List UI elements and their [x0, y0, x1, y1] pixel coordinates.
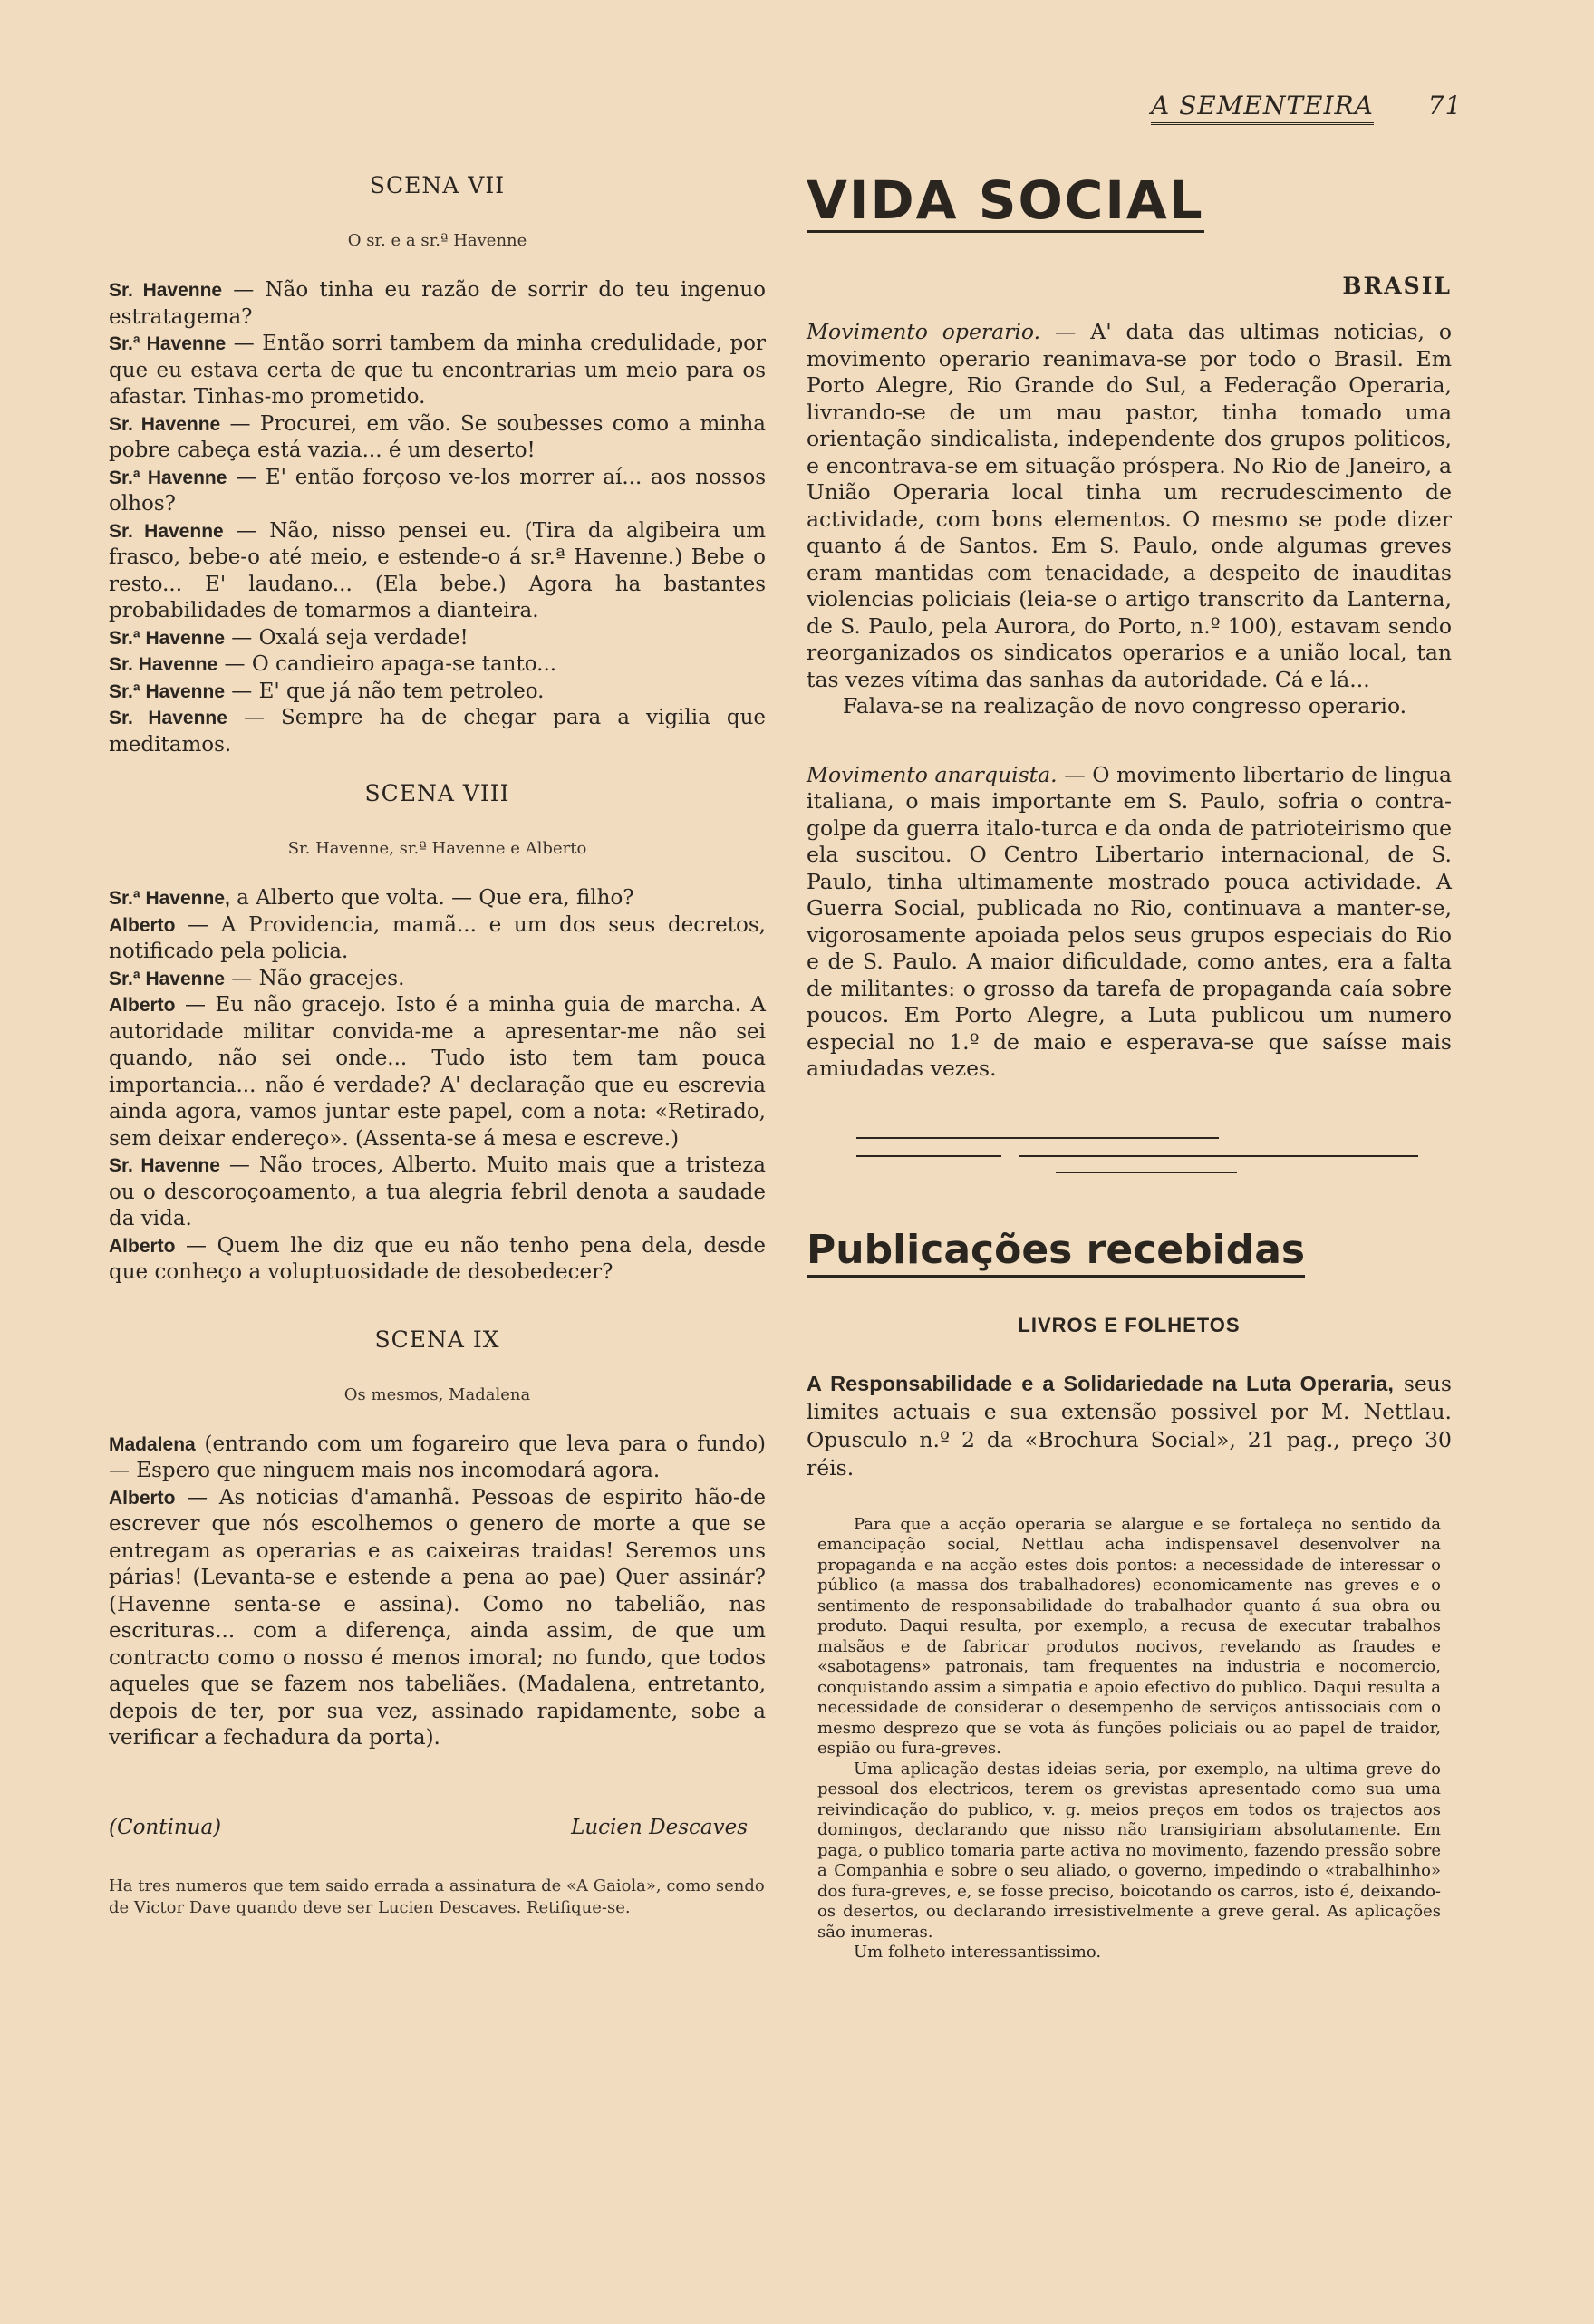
magazine-name: A SEMENTEIRA: [1151, 91, 1374, 125]
dialogue-line: Alberto — As noticias d'amanhã. Pessoas de espirito hão-de escrever que nós escolhemos o genero de morte a que se entregam as operarias e as caixeiras traidas! Seremos uns párias! (Levanta-se e estende a pena ao pae) Quer assinár? (Havenne senta-se e assina). Como no tabelião, nas escrituras... com a diferença, ainda assim, de que um contracto como o nosso é menos imoral; no fundo, que todos aqueles que se fazem nos tabeliães. (Madalena, entretanto, depois de ter, por sua vez, assinado rapidamente, sobe a verificar a fechadura da porta).: [109, 1485, 766, 1750]
dialogue-line: Sr.ª Havenne — E' então forçoso ve-los morrer aí... aos nossos olhos?: [109, 465, 766, 516]
book-review: Um folheto interessantissimo.: [854, 1943, 1102, 1962]
book-entry: A Responsabilidade e a Solidariedade na Luta Operaria, seus limites actuais e sua extensão possivel por M. Nettlau. Opusculo n.º 2 da «Brochura Social», 21 pag., preço 30 réis.: [807, 1370, 1452, 1480]
dialogue-line: Sr.ª Havenne — Não gracejes.: [109, 966, 405, 990]
right-column: [807, 169, 1453, 1963]
scene-9-title: SCENA IX: [374, 1326, 500, 1353]
dialogue-line: Alberto — Eu não gracejo. Isto é a minha guia de marcha. A autoridade militar convida-me a apresentar-me não sei quando, não sei onde... Tudo isto tem tam pouca importancia... não é verdade? A' declaração que eu escrevia ainda agora, vamos juntar este papel, com a nota: «Retirado, sem deixar endereço». (Assenta-se á mesa e escreve.): [109, 993, 766, 1151]
left-column: [109, 172, 766, 1935]
book-review: Uma aplicação destas ideias seria, por exemplo, na ultima greve do pessoal dos electricos, terem os grevistas apresentado como sua uma reivindicação do publico, v. g. meios preços em todos os trajectos aos domingos, declarando que nisso não transigiriam absolutamente. Em paga, o publico tomaria parte activa no movimento, fazendo pressão sobre a Companhia e sobre o seu aliado, o governo, impedindo o «trabalhinho» dos fura-greves, e, se fosse preciso, boicotando os carros, isto é, deixando-os desertos, ou declarando irresistivelmente a greve geral. As aplicações são inumeras.: [817, 1759, 1441, 1942]
scene-7-title: SCENA VII: [369, 172, 506, 198]
correction-note: Ha tres numeros que tem saido errada a assinatura de «A Gaiola», como sendo de Victor Dave quando deve ser Lucien Descaves. Retifique-se.: [109, 1876, 765, 1917]
dialogue-line: Alberto — Quem lhe diz que eu não tenho pena dela, desde que conheço a voluptuosidade de desobedecer?: [109, 1233, 766, 1284]
dialogue-line: Sr.ª Havenne, a Alberto que volta. — Que era, filho?: [109, 886, 634, 910]
dialogue-line: Alberto — A Providencia, mamã... e um dos seus decretos, notificado pela policia.: [109, 912, 766, 963]
dialogue-line: Sr.ª Havenne — Oxalá seja verdade!: [109, 625, 469, 650]
signature-block: [109, 1789, 766, 1839]
scene-9-dialogue: [109, 1432, 766, 1752]
dialogue-line: Madalena (entrando com um fogareiro que leva para o fundo) — Espero que ninguem mais nos incomodará agora.: [109, 1432, 766, 1482]
page-number: 71: [1427, 91, 1463, 121]
section-divider: [807, 1137, 1452, 1173]
running-header: [1151, 91, 1462, 121]
scene-9-cast: Os mesmos, Madalena: [343, 1384, 531, 1404]
dialogue-line: Sr. Havenne — Sempre ha de chegar para a vigilia que meditamos.: [109, 706, 766, 757]
scene-8-cast: Sr. Havenne, sr.ª Havenne e Alberto: [287, 839, 587, 858]
region-heading: BRASIL: [1342, 273, 1452, 299]
book-review: Para que a acção operaria se alargue e se fortaleça no sentido da emancipação social, Nettlau acha indispensavel desenvolver na propaganda e na acção estes dois pontos: a necessidade de interessar o público (a massa dos trabalhadores) economicamente nas greves e o sentimento de responsabilidade do trabalhador quanto á sua obra ou produto. Daqui resulta, por exemplo, a recusa de executar trabalhos malsãos e de fabricar produtos nocivos, revelando as fraudes e «sabotagens» patronais, tam frequentes na industria e nocomercio, conquistando assim a simpatia e apoio efectivo do publico. Daqui resulta a necessidade de considerar o desempenho de serviços antissociais com o mesmo desprezo que se vota ás funções policiais ou ao papel de traidor, espião ou fura-greves.: [817, 1514, 1441, 1758]
dialogue-line: Sr. Havenne — Procurei, em vão. Se soubesses como a minha pobre cabeça está vazia... é um deserto!: [109, 411, 766, 462]
dialogue-line: Sr. Havenne — Não troces, Alberto. Muito mais que a tristeza ou o descoroçoamento, a tua alegria febril denota a saudade da vida.: [109, 1153, 766, 1230]
dialogue-line: Sr.ª Havenne — E' que já não tem petroleo.: [109, 679, 545, 703]
dialogue-line: Sr. Havenne — O candieiro apaga-se tanto...: [109, 652, 557, 676]
article-paragraph: Falava-se na realização de novo congresso operario.: [843, 693, 1407, 718]
article-paragraph: Movimento anarquista. — O movimento libertario de lingua italiana, o mais importante em S. Paulo, sofria o contra-golpe da guerra italo-turca e da onda de patrioteirismo que ela suscitou. O Centro Libertario internacional, de S. Paulo, tinha ultimamente mostrado pouca actividade. A Guerra Social, publicada no Rio, continuava a manter-se, vigorosamente apoiada pelos seus grupos especiais do Rio e de S. Paulo. A maior dificuldade, como antes, era a falta de militantes: o grosso da tarefa de propaganda caía sobre poucos. Em Porto Alegre, a Luta publicou um numero especial no 1.º de maio e esperava-se que saísse mais amiudadas vezes.: [807, 761, 1452, 1081]
dialogue-line: Sr.ª Havenne — Então sorri tambem da minha credulidade, por que eu estava certa de que tu encontrarias um meio para os afastar. Tinhas-mo prometido.: [109, 332, 767, 409]
continua-label: (Continua): [109, 1815, 222, 1839]
books-subheading: LIVROS E FOLHETOS: [1018, 1313, 1241, 1336]
section-title: VIDA SOCIAL: [807, 169, 1204, 231]
publications-title: Publicações recebidas: [807, 1228, 1305, 1278]
article-paragraph: Movimento operario. — A' data das ultimas noticias, o movimento operario reanimava-se por todo o Brasil. Em Porto Alegre, Rio Grande do Sul, a Federação Operaria, livrando-se de um mau pastor, tinha tomado uma orientação sindicalista, independente dos grupos politicos, e encontrava-se em situação próspera. No Rio de Janeiro, a União Operaria local tinha um recrudescimento de actividade, com bons elementos. O mesmo se pode dizer quanto á de Santos. Em S. Paulo, onde algumas greves eram mantidas com tenacidade, a despeito de inauditas violencias policiais (leia-se o artigo transcrito da Lanterna, de S. Paulo, pela Aurora, do Porto, n.º 100), estavam sendo reorganizados os sindicatos operarios e a união local, tan tas vezes vítima das sanhas da autoridade. Cá e lá...: [807, 319, 1453, 692]
scene-7-cast: O sr. e a sr.ª Havenne: [347, 231, 527, 250]
scene-8-dialogue: [109, 885, 766, 1287]
dialogue-line: Sr. Havenne — Não tinha eu razão de sorrir do teu ingenuo estratagema?: [109, 278, 766, 329]
dialogue-line: Sr. Havenne — Não, nisso pensei eu. (Tira da algibeira um frasco, bebe-o até meio, e estende-o á sr.ª Havenne.) Bebe o resto... E' laudano... (Ela bebe.) Agora ha bastantes probabilidades de tomarmos a dianteira.: [109, 518, 766, 622]
scene-7-dialogue: [109, 277, 766, 758]
scene-8-title: SCENA VIII: [364, 780, 510, 806]
author-name: Lucien Descaves: [571, 1815, 748, 1839]
